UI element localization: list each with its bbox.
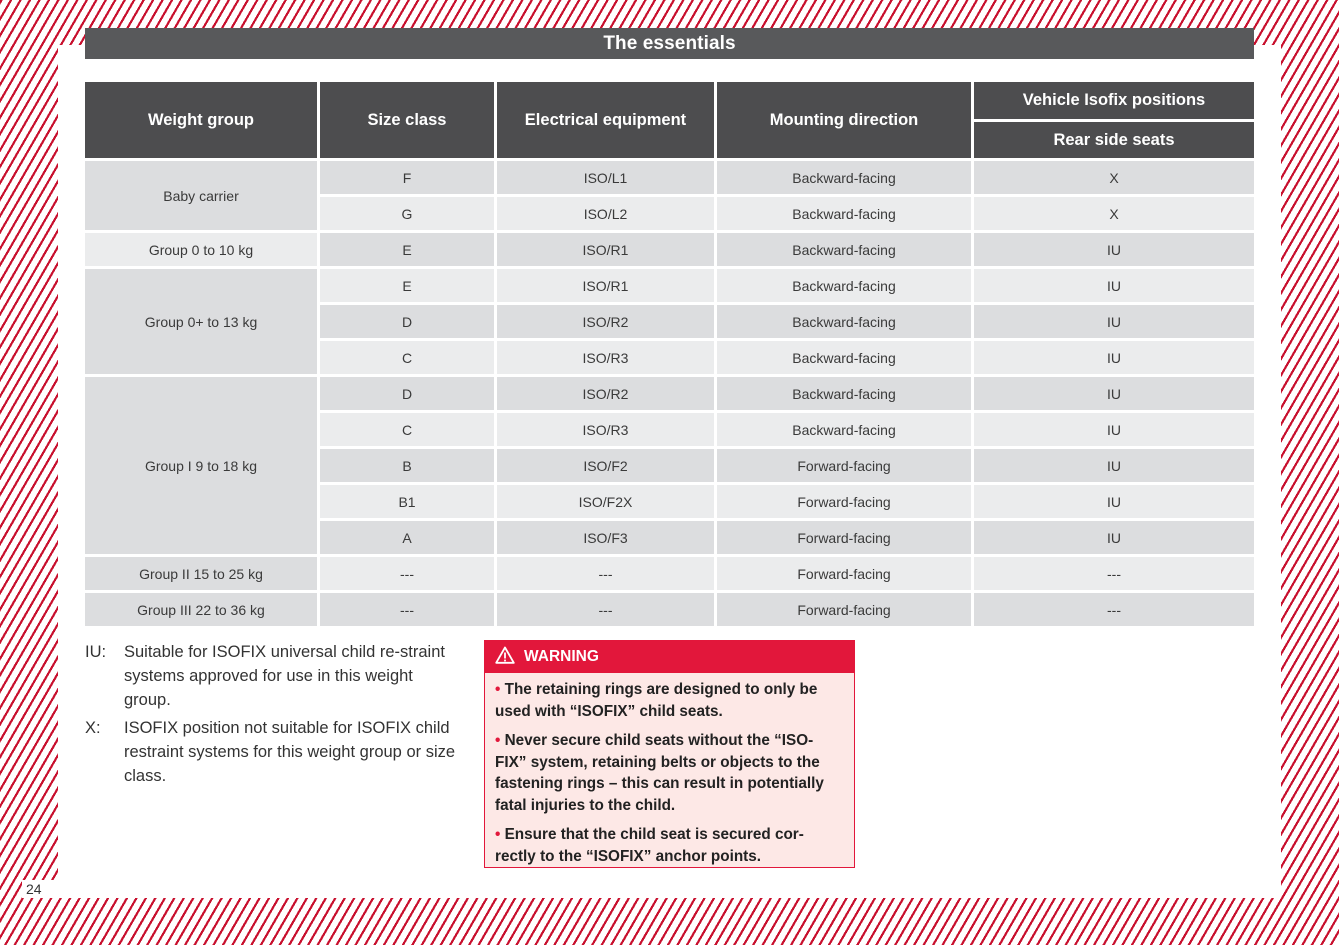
cell-electrical-equipment: ISO/R1: [497, 269, 714, 302]
warning-item: [495, 730, 844, 816]
header-vehicle-isofix-positions: Vehicle Isofix positions: [974, 82, 1254, 119]
cell-size-class: B1: [320, 485, 494, 518]
note-key: IU:: [85, 643, 107, 661]
table-header: [85, 82, 1254, 158]
warning-item: [495, 824, 844, 867]
bullet-icon: •: [495, 681, 501, 698]
cell-mounting-direction: Backward-facing: [717, 377, 971, 410]
cell-mounting-direction: Backward-facing: [717, 197, 971, 230]
cell-electrical-equipment: ISO/R2: [497, 305, 714, 338]
cell-size-class: C: [320, 413, 494, 446]
cell-electrical-equipment: ISO/R2: [497, 377, 714, 410]
cell-size-class: C: [320, 341, 494, 374]
cell-weight-group: Group 0+ to 13 kg: [85, 269, 317, 374]
cell-electrical-equipment: ISO/F2: [497, 449, 714, 482]
cell-mounting-direction: Backward-facing: [717, 413, 971, 446]
cell-size-class: ---: [320, 557, 494, 590]
warning-title: WARNING: [524, 648, 599, 665]
cell-electrical-equipment: ---: [497, 593, 714, 626]
cell-mounting-direction: Backward-facing: [717, 269, 971, 302]
cell-rear-side-seats: IU: [974, 377, 1254, 410]
cell-weight-group: Group 0 to 10 kg: [85, 233, 317, 266]
note-key: X:: [85, 719, 101, 737]
cell-electrical-equipment: ISO/F3: [497, 521, 714, 554]
table-row: [85, 161, 1254, 194]
cell-electrical-equipment: ISO/R3: [497, 341, 714, 374]
page-number: 24: [22, 880, 58, 898]
cell-mounting-direction: Backward-facing: [717, 233, 971, 266]
cell-size-class: E: [320, 269, 494, 302]
cell-weight-group: Group II 15 to 25 kg: [85, 557, 317, 590]
cell-rear-side-seats: IU: [974, 341, 1254, 374]
header-size-class: Size class: [320, 82, 494, 158]
isofix-table: [82, 79, 1257, 629]
bullet-icon: •: [495, 732, 501, 749]
cell-mounting-direction: Backward-facing: [717, 341, 971, 374]
cell-size-class: E: [320, 233, 494, 266]
section-title: The essentials: [85, 28, 1254, 59]
warning-text: The retaining rings are designed to only be used with “ISOFIX” child seats.: [495, 681, 818, 720]
cell-rear-side-seats: IU: [974, 233, 1254, 266]
cell-mounting-direction: Forward-facing: [717, 485, 971, 518]
note-text: ISOFIX position not suitable for ISOFIX child restraint systems for this weight group or size class.: [124, 719, 456, 785]
cell-mounting-direction: Forward-facing: [717, 593, 971, 626]
header-mounting-direction: Mounting direction: [717, 82, 971, 158]
cell-rear-side-seats: IU: [974, 269, 1254, 302]
cell-electrical-equipment: ISO/R1: [497, 233, 714, 266]
warning-box: [484, 640, 855, 868]
cell-rear-side-seats: IU: [974, 449, 1254, 482]
cell-size-class: D: [320, 305, 494, 338]
table-row: [85, 377, 1254, 410]
table-row: [85, 233, 1254, 266]
table-row: [85, 557, 1254, 590]
cell-mounting-direction: Forward-facing: [717, 521, 971, 554]
cell-size-class: A: [320, 521, 494, 554]
table-body: [85, 161, 1254, 626]
cell-rear-side-seats: IU: [974, 305, 1254, 338]
cell-rear-side-seats: IU: [974, 485, 1254, 518]
bullet-icon: •: [495, 826, 501, 843]
warning-header: [485, 641, 854, 673]
cell-rear-side-seats: ---: [974, 593, 1254, 626]
cell-rear-side-seats: IU: [974, 413, 1254, 446]
cell-rear-side-seats: IU: [974, 521, 1254, 554]
cell-weight-group: Baby carrier: [85, 161, 317, 230]
note-x: [85, 716, 460, 788]
cell-electrical-equipment: ISO/R3: [497, 413, 714, 446]
cell-electrical-equipment: ---: [497, 557, 714, 590]
warning-item: [495, 679, 844, 722]
cell-weight-group: Group III 22 to 36 kg: [85, 593, 317, 626]
cell-electrical-equipment: ISO/L2: [497, 197, 714, 230]
cell-size-class: B: [320, 449, 494, 482]
note-iu: [85, 640, 460, 712]
warning-body: [485, 673, 854, 867]
header-weight-group: Weight group: [85, 82, 317, 158]
cell-mounting-direction: Backward-facing: [717, 305, 971, 338]
cell-mounting-direction: Backward-facing: [717, 161, 971, 194]
table-row: [85, 269, 1254, 302]
cell-size-class: F: [320, 161, 494, 194]
table-row: [85, 593, 1254, 626]
cell-electrical-equipment: ISO/L1: [497, 161, 714, 194]
warning-text: Never secure child seats without the “ISO-FIX” system, retaining belts or objects to the fastening rings – this can result in potentially fatal injuries to the child.: [495, 732, 824, 814]
cell-mounting-direction: Forward-facing: [717, 449, 971, 482]
legend-notes: [85, 640, 460, 792]
cell-mounting-direction: Forward-facing: [717, 557, 971, 590]
cell-electrical-equipment: ISO/F2X: [497, 485, 714, 518]
cell-weight-group: Group I 9 to 18 kg: [85, 377, 317, 554]
warning-text: Ensure that the child seat is secured cor-rectly to the “ISOFIX” anchor points.: [495, 826, 804, 865]
warning-triangle-icon: [495, 646, 515, 669]
note-text: Suitable for ISOFIX universal child re-straint systems approved for use in this weight group.: [124, 643, 445, 709]
cell-rear-side-seats: ---: [974, 557, 1254, 590]
cell-rear-side-seats: X: [974, 161, 1254, 194]
cell-size-class: G: [320, 197, 494, 230]
header-rear-side-seats: Rear side seats: [974, 122, 1254, 158]
header-electrical-equipment: Electrical equipment: [497, 82, 714, 158]
cell-size-class: D: [320, 377, 494, 410]
cell-size-class: ---: [320, 593, 494, 626]
cell-rear-side-seats: X: [974, 197, 1254, 230]
